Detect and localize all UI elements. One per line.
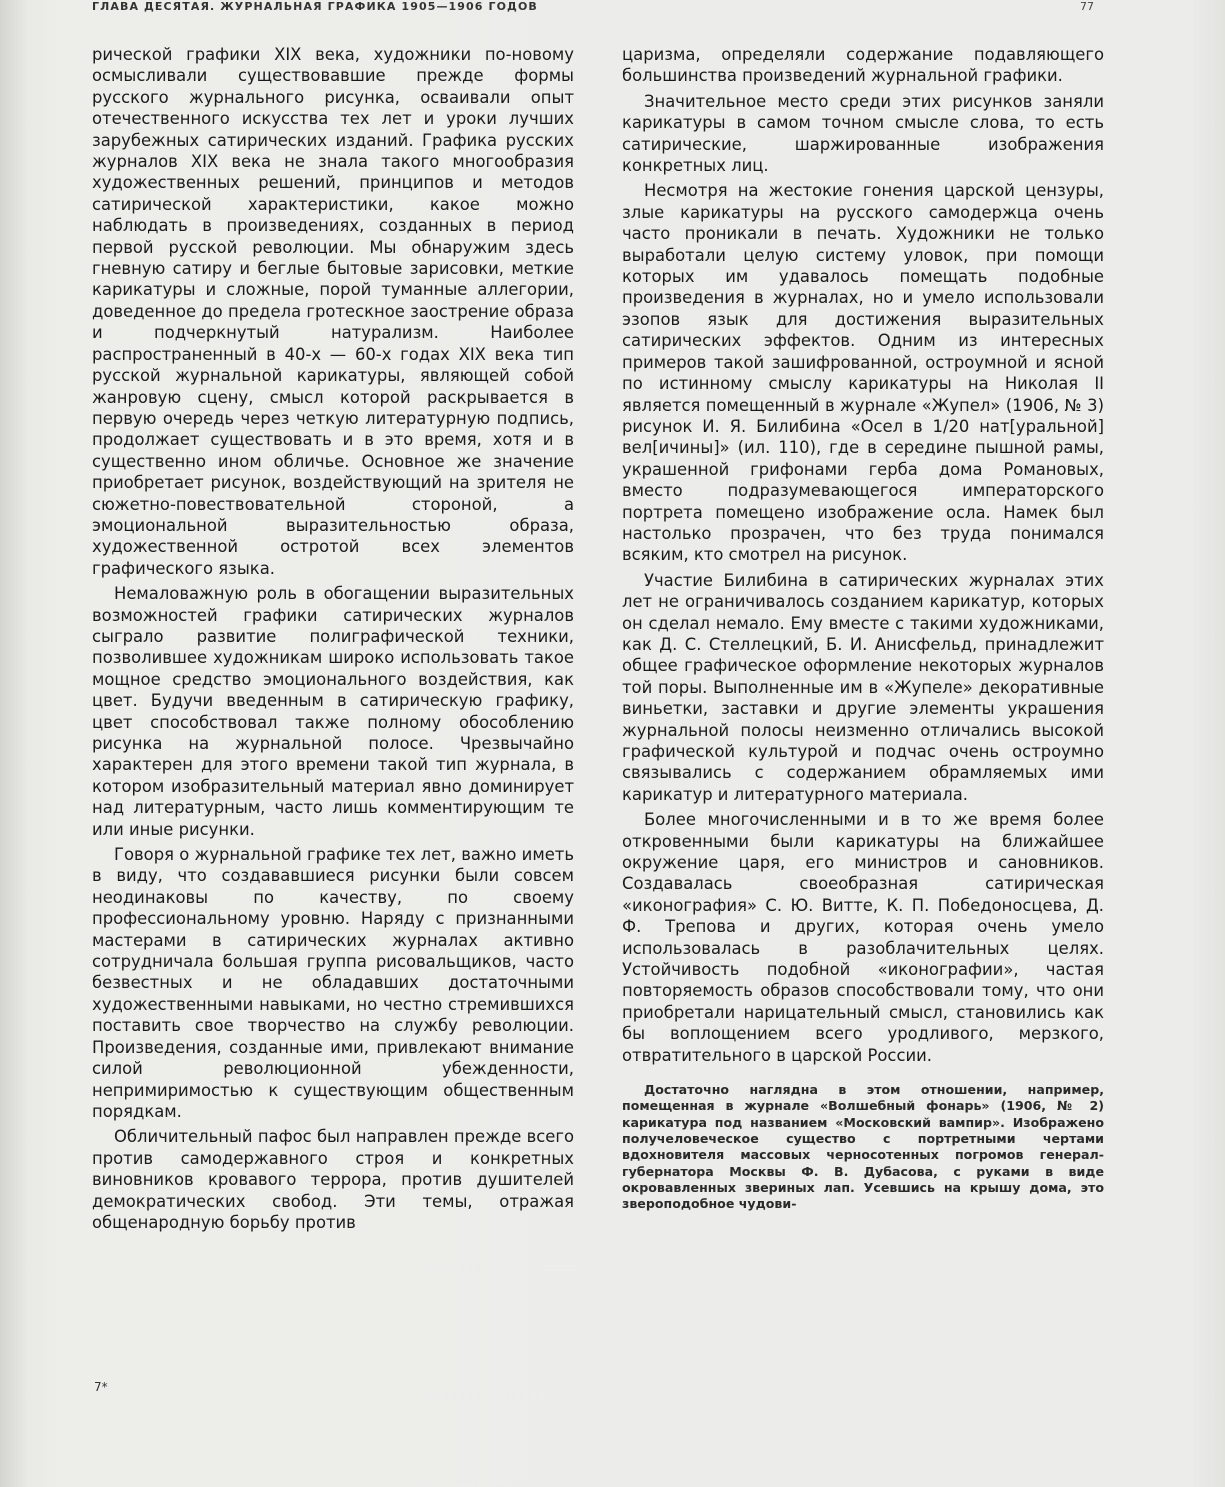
paragraph: Несмотря на жестокие гонения царской цензуры, злые карикатуры на русского самодержца очень часто проникали в печать. Художники не только выработали целую систему уловок, при помощи которых им удавалось помещать подобные произведения в журналах, но и умело использовали эзопов язык для достижения выразительных сатирических эффектов. Одним из интересных примеров такой зашифрованной, остроумной и ясной по истинному смыслу карикатуры на Николая II является помещенный в журнале «Жупел» (1906, № 3) рисунок И. Я. Билибина «Осел в 1/20 нат[уральной] вел[ичины]» (ил. 110), где в середине пышной рамы, украшенной грифонами герба дома Романовых, вместо подразумевающегося императорского портрета помещено изображение осла. Намек был настолько прозрачен, что без труда понимался всяким, кто смотрел на рисунок. [622,181,1104,565]
paragraph: Говоря о журнальной графике тех лет, важно иметь в виду, что создававшиеся рисунки были совсем неодинаковы по качеству, по своему профессиональному уровню. Наряду с признанными мастерами в сатирических журналах активно сотрудничала большая группа рисовальщиков, часто безвестных и не обладавших достаточными художественными навыками, но честно стремившихся поставить свое творчество на службу революции. Произведения, созданные ими, привлекают внимание силой революционной убежденности, непримиримостью к существующим общественным порядкам. [92,845,574,1121]
paragraph: царизма, определяли содержание подавляющего большинства произведений журнальной графики. [622,45,1104,86]
note-text: Достаточно наглядна в этом отношении, например, помещенная в журнале «Волшебный фонарь» (1906, № 2) карикатура под названием «Московский вампир». Изображено получеловеческое существо с портретными чертами вдохновителя массовых черносотенных погромов генерал-губернатора Москвы Ф. В. Дубасова, с руками в виде окровавленных звериных лап. Усевшись на крышу дома, это звероподобное чудови- [622,1082,1104,1212]
paragraph: рической графики XIX века, художники по-новому осмысливали существовавшие прежде формы русского журнального рисунка, осваивали опыт отечественного искусства тех лет и уроки лучших зарубежных сатирических изданий. Графика русских журналов XIX века не знала такого многообразия художественных решений, принципов и методов сатирической характеристики, какое можно наблюдать в произведениях, созданных в период первой русской революции. Мы обнаружим здесь гневную сатиру и беглые бытовые зарисовки, меткие карикатуры и сложные, порой туманные аллегории, доведенное до предела гротескное заострение образа и подчеркнутый натурализм. Наиболее распространенный в 40-х — 60-х годах XIX века тип русской журнальной карикатуры, являющей собой жанровую сцену, смысл которой раскрывается в первую очередь через четкую литературную подпись, продолжает существовать и в это время, хотя и в существенно ином обличье. Основное же значение приобретает рисунок, воздействующий на зрителя не сюжетно-повествовательной стороной, а эмоциональной выразительностью образа, художественной остротой всех элементов графического языка. [92,45,574,578]
paragraph: Участие Билибина в сатирических журналах этих лет не ограничивалось созданием карикатур, которых он сделал немало. Ему вместе с такими художниками, как Д. С. Стеллецкий, Б. И. Анисфельд, принадлежит общее графическое оформление некоторых журналов той поры. Выполненные им в «Жупеле» декоративные виньетки, заставки и другие элементы украшения журнальной полосы неизменно отличались высокой графической культурой и подчас очень остроумно связывались с содержанием обрамляемых ими карикатур и литературного материала. [622,570,1104,804]
running-header: ГЛАВА ДЕСЯТАЯ. ЖУРНАЛЬНАЯ ГРАФИКА 1905—1906 ГОДОВ [92,0,538,13]
paragraph: Значительное место среди этих рисунков заняли карикатуры в самом точном смысле слова, то есть сатирические, шаржированные изображения конкретных лиц. [622,91,1104,176]
paragraph: Немаловажную роль в обогащении выразительных возможностей графики сатирических журналов сыграло развитие полиграфической техники, позволившее художникам широко использовать такое мощное средство эмоционального воздействия, как цвет. Будучи введенным в сатирическую графику, цвет способствовал также полному обособлению рисунка на журнальной полосе. Чрезвычайно характерен для этого времени такой тип журнала, в котором изобразительный материал явно доминирует над литературным, часто лишь комментирующим те или иные рисунки. [92,584,574,839]
signature-mark: 7* [94,1380,108,1394]
paragraph: Более многочисленными и в то же время более откровенными были карикатуры на ближайшее окружение царя, его министров и сановников. Создавалась своеобразная сатирическая «иконография» С. Ю. Витте, К. П. Победоносцева, Д. Ф. Трепова и других, которая очень умело использовалась в разоблачительных целях. Устойчивость подобной «иконографии», частая повторяемость образов способствовали тому, что они приобретали нарицательный смысл, становились как бы воплощением всего уродливого, мерзкого, отвратительного в царской России. [622,810,1104,1065]
right-text-column [622,44,1104,1212]
paragraph: Обличительный пафос был направлен прежде всего против самодержавного строя и конкретных виновников кровавого террора, против душителей демократических свобод. Эти темы, отражая общенародную борьбу против [92,1127,574,1232]
small-print-note [622,1082,1104,1212]
left-text-column [92,44,574,1235]
page-number: 77 [1080,0,1094,13]
